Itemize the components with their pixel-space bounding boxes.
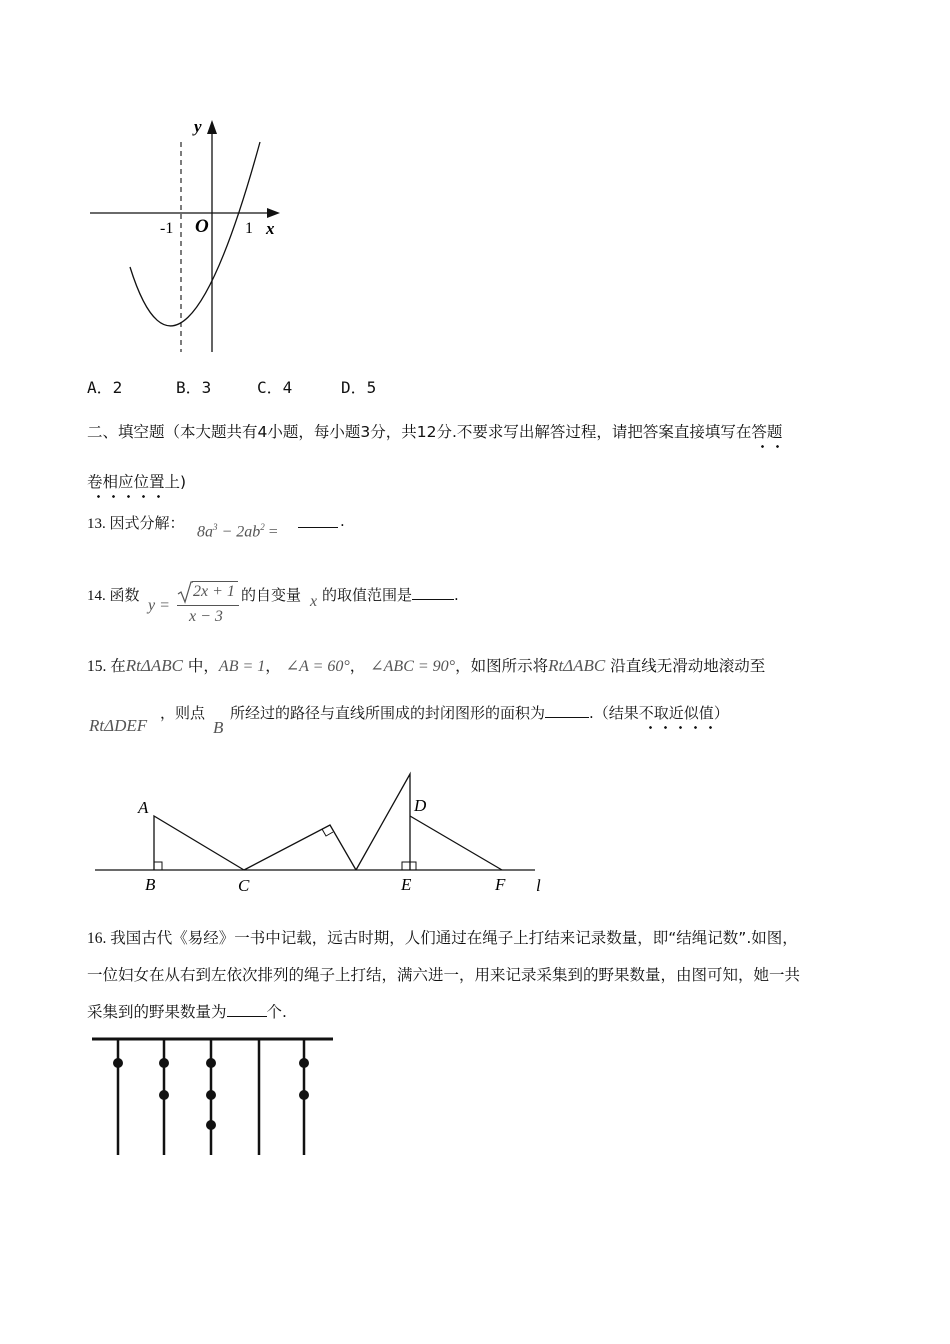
knot <box>159 1090 169 1100</box>
q14-mid-text: 的自变量 <box>241 586 302 604</box>
q15-ab: AB = 1 <box>218 658 266 675</box>
q13-equals: = <box>264 523 278 541</box>
choice-c: C．4 <box>257 378 293 397</box>
q14-fraction-bar <box>177 605 239 606</box>
label-d: D <box>414 796 427 815</box>
question-15-line2 <box>230 702 729 723</box>
label-b: B <box>145 875 156 894</box>
knot <box>299 1058 309 1068</box>
section2-heading-line2 <box>87 470 186 492</box>
q15-text-in: 在 <box>110 657 126 675</box>
q15-text-roll: ，如图所示将 <box>455 657 549 675</box>
choice-d: D．5 <box>341 378 377 397</box>
question-14 <box>87 584 140 605</box>
q13-exp-a: 3 <box>213 522 218 532</box>
label-e: E <box>401 875 412 894</box>
q14-denominator: x − 3 <box>189 608 223 625</box>
question-16-line1 <box>87 926 798 948</box>
label-a: A <box>138 798 149 817</box>
q13-answer-blank[interactable] <box>298 516 338 528</box>
y-axis-label: y <box>194 117 202 136</box>
q15-answer-blank[interactable] <box>545 705 589 718</box>
x-axis-label: x <box>266 219 275 238</box>
section2-title-end: 上) <box>164 473 187 491</box>
q15-triangle3: RtΔDEF <box>89 716 148 735</box>
label-l: l <box>536 876 541 895</box>
section2-title-dotted2: 卷相应位置 <box>87 473 165 491</box>
knot <box>206 1120 216 1130</box>
question-15-line1: 15. 在RtΔABC 中，AB = 1， ∠A = 60°， ∠ABC = 90°，如图所示将RtΔABC 沿直线无滑动地滚动至 <box>87 656 766 675</box>
q15-dotted: 不取近似值 <box>638 704 714 722</box>
q15-number: 15. <box>87 658 111 675</box>
q16-number: 16. <box>87 930 111 947</box>
q15-triangle2: RtΔABC <box>548 656 606 675</box>
q15-text-path: 所经过的路径与直线所围成的封闭图形的面积为 <box>230 704 546 722</box>
q15-angle-abc: ∠ABC = 90° <box>370 658 456 675</box>
q14-tail-text <box>322 584 459 605</box>
q14-sqrt-bar <box>192 581 238 582</box>
q15-triangle: RtΔABC <box>125 656 183 675</box>
q15-text-zhong: 中， <box>187 657 219 675</box>
q16-line1: 我国古代《易经》一书中记载，远古时期，人们通过在绳子上打结来记录数量，即“结绳记数”.如图， <box>110 929 798 947</box>
q13-number: 13. <box>87 516 110 532</box>
knot <box>159 1058 169 1068</box>
label-f: F <box>495 875 506 894</box>
q14-var: x <box>310 593 318 610</box>
q15-point-b: B <box>213 718 224 737</box>
knot <box>206 1090 216 1100</box>
tick-neg1-label: -1 <box>160 220 174 237</box>
q14-answer-blank[interactable] <box>412 587 454 600</box>
q13-expression <box>197 522 278 541</box>
origin-label: O <box>195 216 209 237</box>
q15-close: ） <box>713 704 729 722</box>
section2-title-part1: 二、填空题（本大题共有4小题，每小题3分，共12分.不要求写出解答过程，请把答案直接填写在 <box>87 423 752 441</box>
q13-term-b: − 2ab <box>217 523 261 541</box>
q15-text-end: .（结果 <box>589 704 639 722</box>
right-angle-e <box>402 862 416 870</box>
label-c: C <box>238 876 250 895</box>
tick-1-label: 1 <box>245 220 253 237</box>
q16-line3: 采集到的野果数量为 <box>87 1003 227 1021</box>
q15-angle-a: ∠A = 60° <box>285 658 350 675</box>
knot <box>299 1090 309 1100</box>
triangle-tall <box>356 774 410 870</box>
q15-text-roll2: 沿直线无滑动地滚动至 <box>610 657 766 675</box>
q14-tail: 的取值范围是 <box>322 586 413 604</box>
q14-text: 函数 <box>109 586 140 604</box>
triangle-def <box>410 816 502 870</box>
section2-heading-line1 <box>87 420 782 442</box>
q16-answer-blank[interactable] <box>227 1004 267 1017</box>
question-13 <box>87 512 185 533</box>
knot <box>206 1058 216 1068</box>
q13-exp-b: 2 <box>260 522 265 532</box>
question-16-line3 <box>87 1000 287 1022</box>
q14-sqrt-sign <box>177 580 193 604</box>
choice-a: A．2 <box>87 378 123 397</box>
x-axis-arrow <box>267 208 280 218</box>
knot <box>113 1058 123 1068</box>
q14-numerator: 2x + 1 <box>193 583 235 600</box>
y-axis-arrow <box>207 120 217 134</box>
q14-number: 14. <box>87 588 110 604</box>
q15-text-then: ，则点 <box>160 704 206 722</box>
q16-line3-end: 个. <box>266 1003 287 1021</box>
parabola-graph <box>85 112 290 362</box>
choice-b: B．3 <box>176 378 212 397</box>
triangle-abc <box>154 816 244 870</box>
q13-period: . <box>340 512 345 530</box>
knot-rope-figure <box>90 1033 340 1163</box>
right-angle-b <box>154 862 162 870</box>
q13-term-a: 8a <box>197 523 213 541</box>
question-16-line2: 一位妇女在从右到左依次排列的绳子上打结，满六进一，用来记录采集到的野果数量，由图可知，她一共 <box>87 966 801 984</box>
rolling-triangle-figure <box>90 765 555 900</box>
section2-title-dotted1: 答题 <box>751 423 783 441</box>
q14-period: . <box>454 586 459 604</box>
q13-text: 因式分解： <box>109 514 185 532</box>
triangle-middle <box>244 825 356 870</box>
right-angle-middle <box>322 829 333 836</box>
q14-func-lhs: y = <box>148 597 170 614</box>
